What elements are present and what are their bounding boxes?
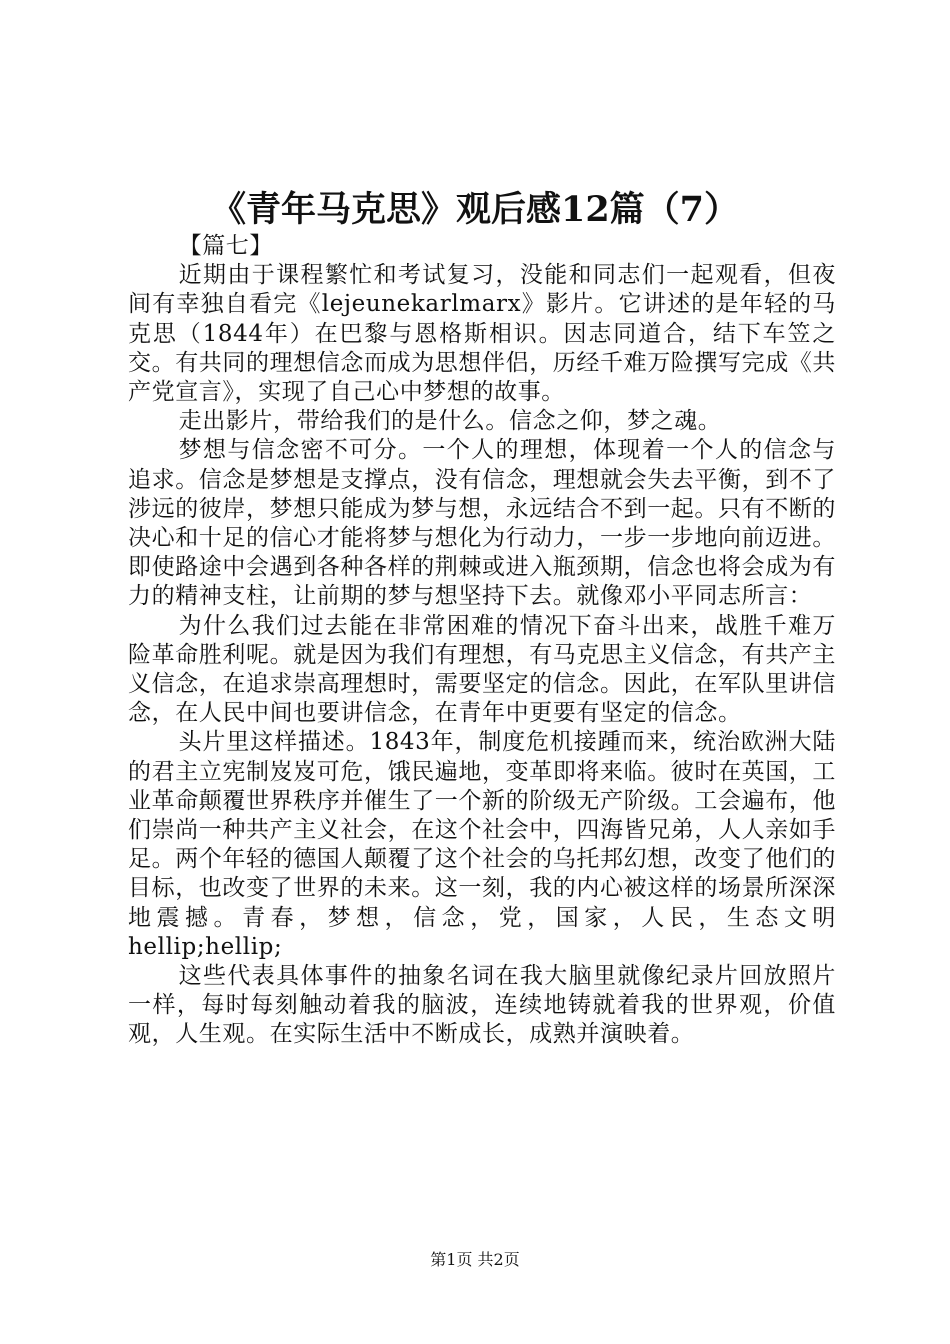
paragraph: 近期由于课程繁忙和考试复习，没能和同志们一起观看，但夜间有幸独自看完《lejeunekarlmarx》影片。它讲述的是年轻的马克思（1844年）在巴黎与恩格斯相识。因志同道合，结下车笠之交。有共同的理想信念而成为思想伴侣，历经千难万险撰写完成《共产党宣言》，实现了自己心中梦想的故事。 (128, 262, 836, 406)
section-heading: 【篇七】 (178, 233, 273, 259)
document-body (128, 232, 836, 1050)
document-title: 《青年马克思》观后感12篇（7） (210, 189, 740, 230)
quote-paragraph: 为什么我们过去能在非常困难的情况下奋斗出来，战胜千难万险革命胜利呢。就是因为我们有理想，有马克思主义信念，有共产主义信念，在追求崇高理想时，需要坚定的信念。因此，在军队里讲信念，在人民中间也要讲信念，在青年中更要有坚定的信念。 (128, 612, 836, 727)
page-footer: 第1页 共2页 (430, 1250, 520, 1269)
paragraph: 这些代表具体事件的抽象名词在我大脑里就像纪录片回放照片一样，每时每刻触动着我的脑波，连续地铸就着我的世界观，价值观，人生观。在实际生活中不断成长，成熟并演映着。 (128, 963, 836, 1048)
paragraph: 头片里这样描述。1843年，制度危机接踵而来，统治欧洲大陆的君主立宪制岌岌可危，饿民遍地，变革即将来临。彼时在英国，工业革命颠覆世界秩序并催生了一个新的阶级无产阶级。工会遍布，他们崇尚一种共产主义社会，在这个社会中，四海皆兄弟，人人亲如手足。两个年轻的德国人颠覆了这个社会的乌托邦幻想，改变了他们的目标，也改变了世界的未来。这一刻，我的内心被这样的场景所深深地震撼。青春，梦想，信念，党，国家，人民，生态文明hellip;hellip; (128, 729, 836, 960)
paragraph: 走出影片，带给我们的是什么。信念之仰，梦之魂。 (178, 408, 722, 435)
paragraph: 梦想与信念密不可分。一个人的理想，体现着一个人的信念与追求。信念是梦想是支撑点，没有信念，理想就会失去平衡，到不了涉远的彼岸，梦想只能成为梦与想，永远结合不到一起。只有不断的决心和十足的信心才能将梦与想化为行动力，一步一步地向前迈进。即使路途中会遇到各种各样的荆棘或进入瓶颈期，信念也将会成为有力的精神支柱，让前期的梦与想坚持下去。就像邓小平同志所言： (128, 437, 836, 610)
